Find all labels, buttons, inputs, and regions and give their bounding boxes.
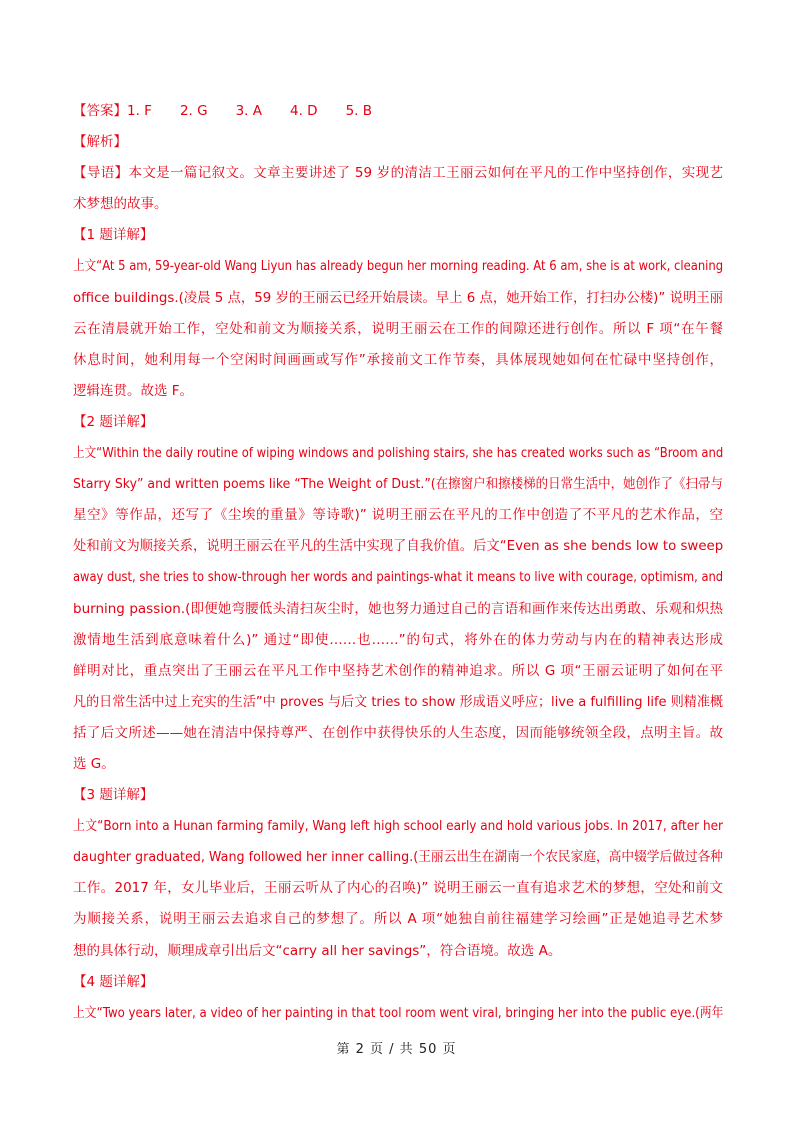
paragraph-line: 云在清晨就开始工作，空处和前文为顺接关系，说明王丽云在工作的间隙还进行创作。所以 F 项“在午餐 — [73, 320, 723, 337]
paragraph-line: 上文“Within the daily routine of wiping windows and polishing stairs, she has created works such as “Broom and — [73, 445, 724, 462]
paragraph-line: 术梦想的故事。 — [73, 196, 168, 213]
paragraph-line: 想的具体行动，顺理成章引出后文“carry all her savings”，符合语境。故选 A。 — [73, 942, 562, 959]
paragraph-line: 上文“Born into a Hunan farming family, Wang left high school early and hold various jobs. In 2017, after her — [73, 818, 723, 835]
answer-item: 1. F — [127, 103, 152, 119]
paragraph-line: 【导语】本文是一篇记叙文。文章主要讲述了 59 岁的清洁工王丽云如何在平凡的工作中坚持创作，实现艺 — [73, 165, 723, 182]
paragraph-line: 凡的日常生活中过上充实的生活”中 proves 与后文 tries to show 形成语义呼应；live a fulfilling life 则精准概 — [73, 693, 723, 710]
section-heading: 【2 题详解】 — [73, 413, 154, 430]
analysis-heading: 【解析】 — [73, 134, 127, 151]
paragraph-line: burning passion.(即便她弯腰低头清扫灰尘时，她也努力通过自己的言语和画作来传达出勇敢、乐观和炽热 — [73, 600, 723, 617]
paragraph-line: Starry Sky” and written poems like “The Weight of Dust.”(在擦窗户和擦楼梯的日常生活中，她创作了《扫帚与 — [73, 476, 723, 493]
paragraph-line: 选 G。 — [73, 755, 115, 772]
answer-item: 2. G — [179, 103, 208, 119]
paragraph-line: 工作。2017 年，女儿毕业后，王丽云听从了内心的召唤)” 说明王丽云一直有追求艺术的梦想，空处和前文 — [73, 880, 723, 897]
paragraph-line: 休息时间，她利用每一个空闲时间画画或写作”承接前文工作节奏，具体展现她如何在忙碌中坚持创作， — [73, 351, 723, 368]
section-heading: 【4 题详解】 — [73, 973, 154, 990]
answer-item: 4. D — [290, 103, 318, 119]
paragraph-line: 为顺接关系，说明王丽云去追求自己的梦想了。所以 A 项“她独自前往福建学习绘画”正是她追寻艺术梦 — [73, 911, 723, 928]
paragraph-line: 处和前文为顺接关系，说明王丽云在平凡的生活中实现了自我价值。后文“Even as she bends low to sweep — [73, 538, 724, 555]
answer-item: 5. B — [345, 103, 373, 119]
paragraph-line: 上文“At 5 am, 59-year-old Wang Liyun has already begun her morning reading. At 6 am, she is at work, cleaning — [73, 258, 724, 275]
paragraph-line: away dust, she tries to show-through her words and paintings-what it means to live with courage, optimism, and — [73, 569, 724, 586]
page-footer: 第 2 页 / 共 50 页 — [336, 1042, 457, 1057]
paragraph-line: 括了后文所述——她在清洁中保持尊严、在创作中获得快乐的人生态度，因而能够统领全段，点明主旨。故 — [73, 724, 723, 741]
section-heading: 【3 题详解】 — [73, 787, 154, 804]
section-heading: 【1 题详解】 — [73, 227, 154, 244]
document-body — [73, 96, 723, 1029]
paragraph-line: daughter graduated, Wang followed her inner calling.(王丽云出生在湖南一个农民家庭，高中辍学后做过各种 — [73, 849, 724, 866]
paragraph-line: office buildings.(凌晨 5 点，59 岁的王丽云已经开始晨读。早上 6 点，她开始工作，打扫办公楼)” 说明王丽 — [73, 289, 723, 306]
answer-line — [73, 96, 723, 127]
paragraph-line: 激情地生活到底意味着什么)” 通过“即使……也……”的句式，将外在的体力劳动与内在的精神表达形成 — [73, 631, 723, 648]
answer-item: 3. A — [235, 103, 262, 119]
paragraph-line: 鲜明对比，重点突出了王丽云在平凡工作中坚持艺术创作的精神追求。所以 G 项“王丽云证明了如何在平 — [73, 662, 723, 679]
answer-label: 【答案】 — [73, 103, 127, 119]
paragraph-line: 逻辑连贯。故选 F。 — [73, 382, 194, 399]
paragraph-line: 上文“Two years later, a video of her painting in that tool room went viral, bringing her into the public eye.(两年 — [73, 1004, 724, 1021]
paragraph-line: 星空》等作品，还写了《尘埃的重量》等诗歌)” 说明王丽云在平凡的工作中创造了不平凡的艺术作品，空 — [73, 507, 723, 524]
